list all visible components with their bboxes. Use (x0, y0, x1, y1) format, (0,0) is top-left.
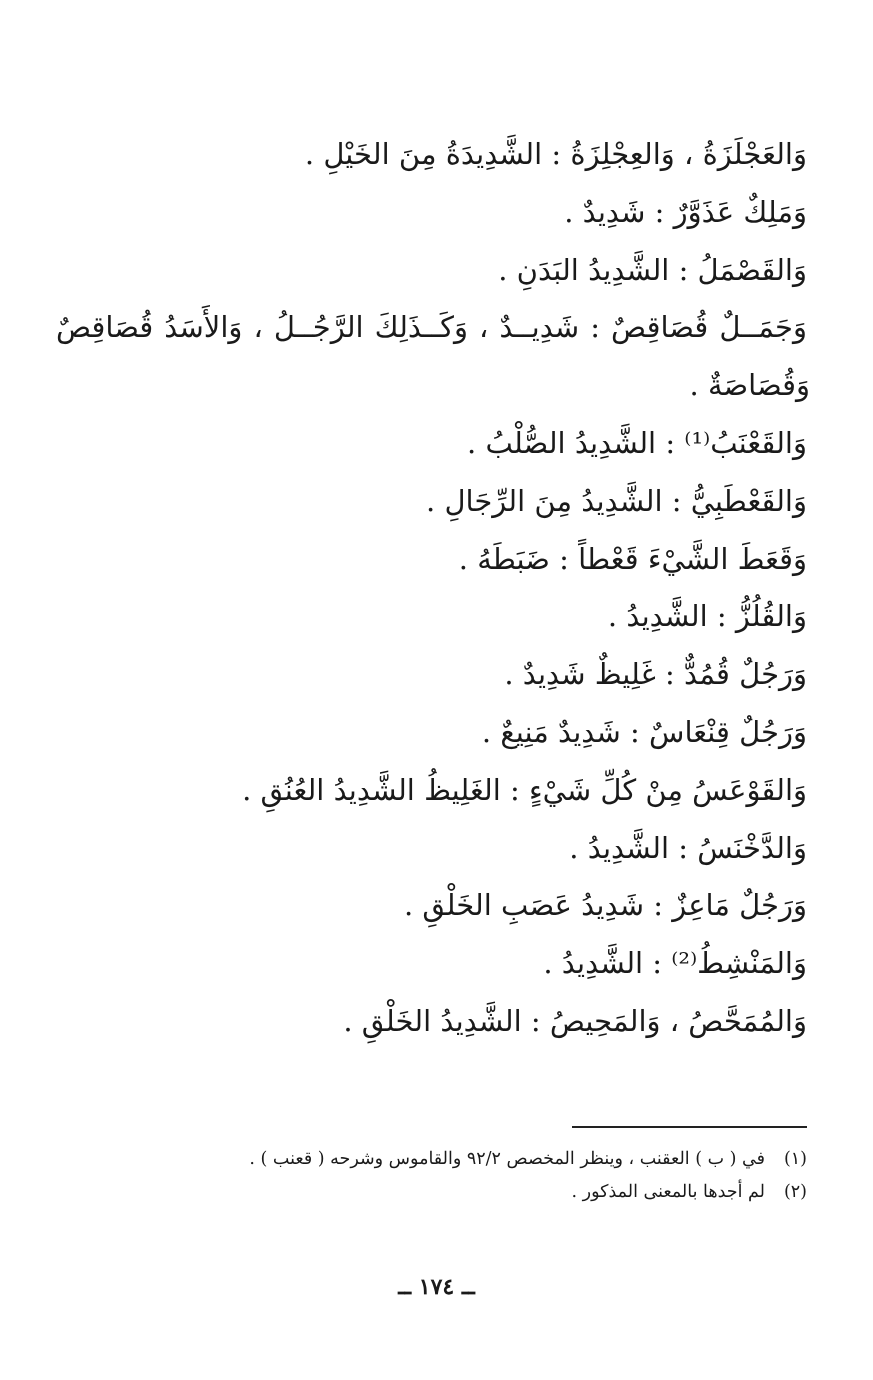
text-line: وَالقَعْطَبِيُّ : الشَّدِيدُ مِنَ الرِّجَالِ . (426, 483, 807, 518)
footnote (120, 1176, 807, 1209)
text-line: وَالمَنْشِطُ⁽²⁾ : الشَّدِيدُ . (543, 946, 807, 981)
text-line: وَالمُمَحَّصُ ، وَالمَحِيصُ : الشَّدِيدُ الخَلْقِ . (343, 1003, 807, 1038)
text-line: وَالقُلُزُّ : الشَّدِيدُ . (607, 599, 807, 634)
text-line: وَقُصَاصَةٌ . (689, 368, 810, 403)
text-line: وَالقَوْعَسُ مِنْ كُلِّ شَيْءٍ : الغَلِيظُ الشَّدِيدُ العُنُقِ . (242, 772, 807, 807)
text-line: وَجَمَــلٌ قُصَاقِصٌ : شَدِيــدٌ ، وَكَــذَلِكَ الرَّجُــلُ ، وَالأَسَدُ قُصَاقِصٌ (56, 310, 807, 345)
text-line: وَالعَجْلَزَةُ ، وَالعِجْلِزَةُ : الشَّدِيدَةُ مِنَ الخَيْلِ . (304, 137, 807, 171)
footnote-text: لم أجدها بالمعنى المذكور . (571, 1182, 765, 1202)
page-number: ــ ١٧٤ ــ (398, 1274, 475, 1300)
footnote-divider (572, 1126, 807, 1128)
text-line: وَقَعَطَ الشَّيْءَ قَعْطاً : ضَبَطَهُ . (458, 541, 807, 576)
footnote (120, 1143, 807, 1176)
text-line: وَالقَعْنَبُ⁽¹⁾ : الشَّدِيدُ الصُّلْبُ . (467, 425, 807, 460)
footnote-text: في ( ب ) العقنب ، وينظر المخصص ٩٢/٢ والقاموس وشرحه ( قعنب ) . (249, 1149, 765, 1169)
main-text (56, 126, 810, 1051)
footnotes (120, 1143, 807, 1209)
text-line: وَالدَّخْنَسُ : الشَّدِيدُ . (569, 830, 807, 865)
text-line: وَرَجُلٌ قُمُدٌّ : غَلِيظٌ شَدِيدٌ . (504, 657, 807, 692)
text-line: وَمَلِكٌ عَذَوَّرٌ : شَدِيدٌ . (564, 194, 807, 229)
text-line: وَالقَصْمَلُ : الشَّدِيدُ البَدَنِ . (498, 252, 807, 287)
text-line: وَرَجُلٌ مَاعِزٌ : شَدِيدُ عَصَبِ الخَلْقِ . (403, 888, 807, 923)
footnote-number: (١) (783, 1149, 807, 1169)
text-line: وَرَجُلٌ قِنْعَاسٌ : شَدِيدٌ مَنِيعٌ . (481, 714, 807, 749)
footnote-number: (٢) (783, 1182, 807, 1202)
